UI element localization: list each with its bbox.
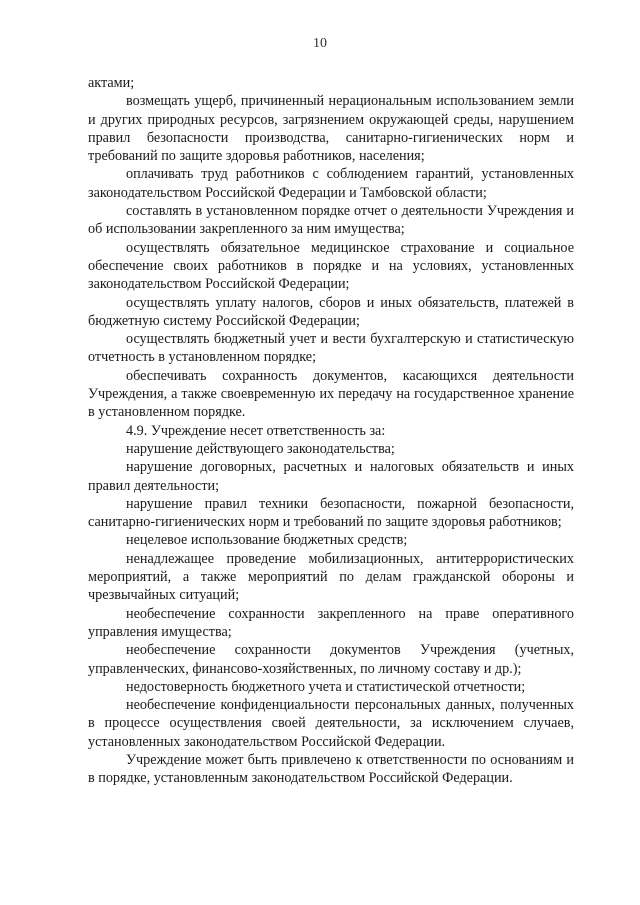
paragraph: недостоверность бюджетного учета и статистической отчетности; [126,678,526,695]
paragraph: обеспечивать сохранность документов, касающихся деятельности Учреждения, а также своевременную их передачу на государственное хранение в установленном порядке. [88,367,574,421]
paragraph: 4.9. Учреждение несет ответственность за: [126,422,386,439]
paragraph: нецелевое использование бюджетных средств; [126,532,408,549]
paragraph: осуществлять уплату налогов, сборов и иных обязательств, платежей в бюджетную систему Российской Федерации; [88,294,574,329]
paragraph: ненадлежащее проведение мобилизационных, антитеррористических мероприятий, а также мероприятий по делам гражданской обороны и чрезвычайных ситуаций; [88,550,574,604]
paragraph: оплачивать труд работников с соблюдением гарантий, установленных законодательством Российской Федерации и Тамбовской области; [88,166,574,201]
paragraph: необеспечение сохранности закрепленного на праве оперативного управления имущества; [88,605,574,640]
paragraph: осуществлять бюджетный учет и вести бухгалтерскую и статистическую отчетность в установленном порядке; [88,331,574,366]
paragraph: актами; [88,75,135,91]
paragraph: возмещать ущерб, причиненный нерациональным использованием земли и других природных ресурсов, загрязнением окружающей среды, нарушением правил безопасности производства, санитарно-гигиенических норм и требований по защите здоровья работников, населения; [88,93,574,165]
page-number: 10 [313,36,327,51]
paragraph: осуществлять обязательное медицинское страхование и социальное обеспечение своих работников в порядке и на условиях, установленных законодательством Российской Федерации; [88,239,574,293]
paragraph: нарушение правил техники безопасности, пожарной безопасности, санитарно-гигиенических норм и требований по защите здоровья работников; [88,495,574,531]
paragraph: составлять в установленном порядке отчет о деятельности Учреждения и об использовании закрепленного за ним имущества; [88,203,574,238]
paragraph: необеспечение конфиденциальности персональных данных, полученных в процессе осуществления своей деятельности, за исключением случаев, установленных законодательством Российской Федерации. [88,697,574,750]
paragraph: необеспечение сохранности документов Учреждения (учетных, управленческих, финансово-хозяйственных, по личному составу и др.); [88,642,574,677]
paragraph: нарушение действующего законодательства; [126,440,395,457]
document-body [88,74,574,788]
paragraph: нарушение договорных, расчетных и налоговых обязательств и иных правил деятельности; [88,459,574,494]
paragraph: Учреждение может быть привлечено к ответственности по основаниям и в порядке, установленным законодательством Российской Федерации. [88,751,574,787]
